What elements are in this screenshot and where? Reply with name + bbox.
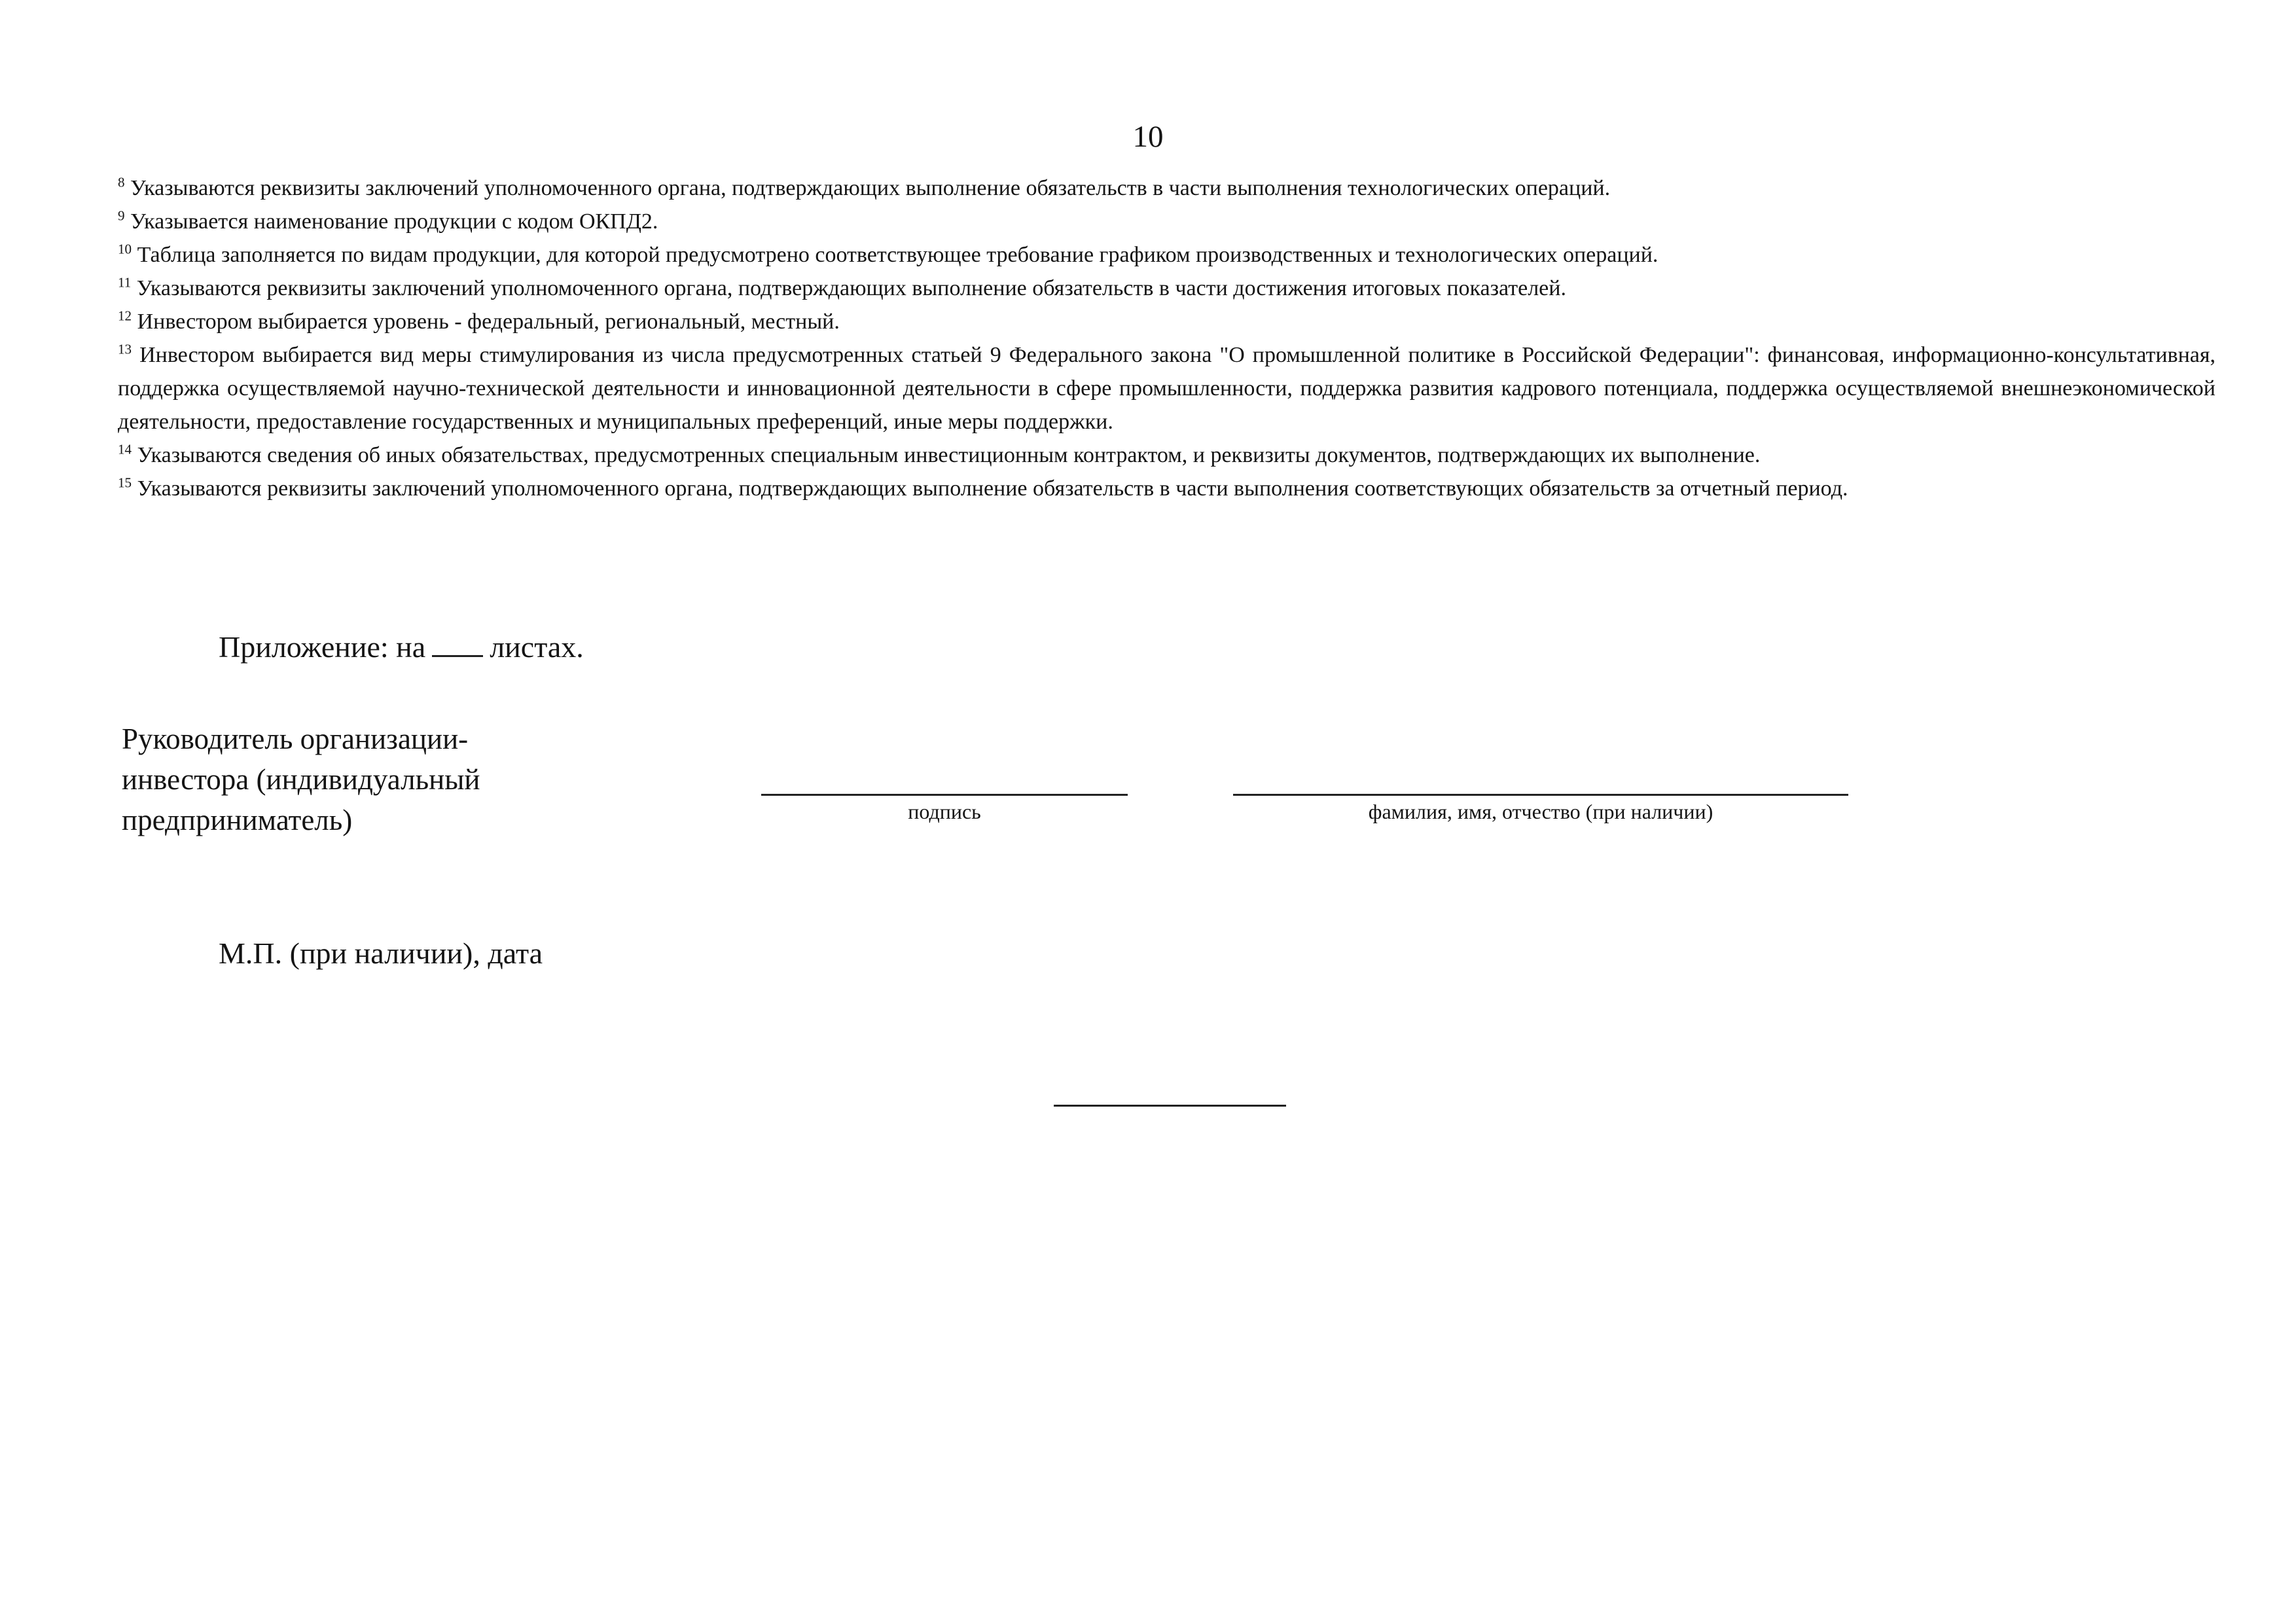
footnote-text-15: Указываются реквизиты заключений уполномоченного органа, подтверждающих выполнение обязательств в части выполнения соответствующих обязательств за отчетный период. xyxy=(137,476,1848,501)
footnote-text-8: Указываются реквизиты заключений уполномоченного органа, подтверждающих выполнение обязательств в части выполнения технологических операций. xyxy=(130,176,1611,200)
footnote-text-10: Таблица заполняется по видам продукции, для которой предусмотрено соответствующее требование графиком производственных и технологических операций. xyxy=(137,243,1659,267)
footnote-marker-10: 10 xyxy=(118,241,132,257)
footnote-text-12: Инвестором выбирается уровень - федеральный, региональный, местный. xyxy=(137,310,840,334)
appendix-prefix: Приложение: на xyxy=(219,630,426,664)
signature-line xyxy=(761,794,1128,796)
footnote-marker-15: 15 xyxy=(118,474,132,491)
footnote-marker-8: 8 xyxy=(118,174,125,190)
signatory-role-line-2: инвестора (индивидуальный xyxy=(122,763,480,796)
footnote-text-14: Указываются сведения об иных обязательствах, предусмотренных специальным инвестиционным контрактом, и реквизиты документов, подтверждающих их выполнение. xyxy=(137,443,1761,467)
footnote-marker-13: 13 xyxy=(118,341,132,357)
footnote-marker-11: 11 xyxy=(118,274,132,291)
footnote-10 xyxy=(118,238,2215,272)
appendix-line xyxy=(219,630,584,664)
footnote-13 xyxy=(118,338,2215,438)
signature-line-label: подпись xyxy=(908,800,981,823)
appendix-blank-line xyxy=(432,635,483,657)
signatory-role-line-1: Руководитель организации- xyxy=(122,722,469,755)
fullname-line xyxy=(1233,794,1848,796)
footnote-8 xyxy=(118,171,2215,205)
footnotes-block xyxy=(118,171,2215,505)
footnote-marker-9: 9 xyxy=(118,207,125,224)
footnote-marker-14: 14 xyxy=(118,441,132,457)
signatory-role-text xyxy=(122,719,711,840)
page-number: 10 xyxy=(1132,120,1164,154)
signatory-role-line-3: предприниматель) xyxy=(122,804,353,836)
footnote-text-9: Указывается наименование продукции с кодом ОКПД2. xyxy=(130,209,658,234)
footnote-9 xyxy=(118,205,2215,238)
footnote-12 xyxy=(118,305,2215,338)
fullname-line-label: фамилия, имя, отчество (при наличии) xyxy=(1368,800,1713,823)
footnote-text-13: Инвестором выбирается вид меры стимулирования из числа предусмотренных статьей 9 Федерального закона "О промышленной политике в Российской Федерации": финансовая, информационно-консультативная, поддержка осуществляемой научно-технической деятельности и инновационной деятельности в сфере промышленности, поддержка развития кадрового потенциала, поддержка осуществляемой внешнеэкономической деятельности, предоставление государственных и муниципальных преференций, иные меры поддержки. xyxy=(118,343,2216,434)
seal-and-date-text: М.П. (при наличии), дата xyxy=(219,936,543,970)
footnote-15 xyxy=(118,472,2215,505)
footnote-text-11: Указываются реквизиты заключений уполномоченного органа, подтверждающих выполнение обязательств в части достижения итоговых показателей. xyxy=(136,276,1566,300)
footnote-14 xyxy=(118,438,2215,472)
appendix-suffix: листах. xyxy=(490,630,584,664)
footnote-11 xyxy=(118,272,2215,305)
bottom-blank-line xyxy=(1054,1105,1286,1107)
footnote-marker-12: 12 xyxy=(118,308,132,324)
